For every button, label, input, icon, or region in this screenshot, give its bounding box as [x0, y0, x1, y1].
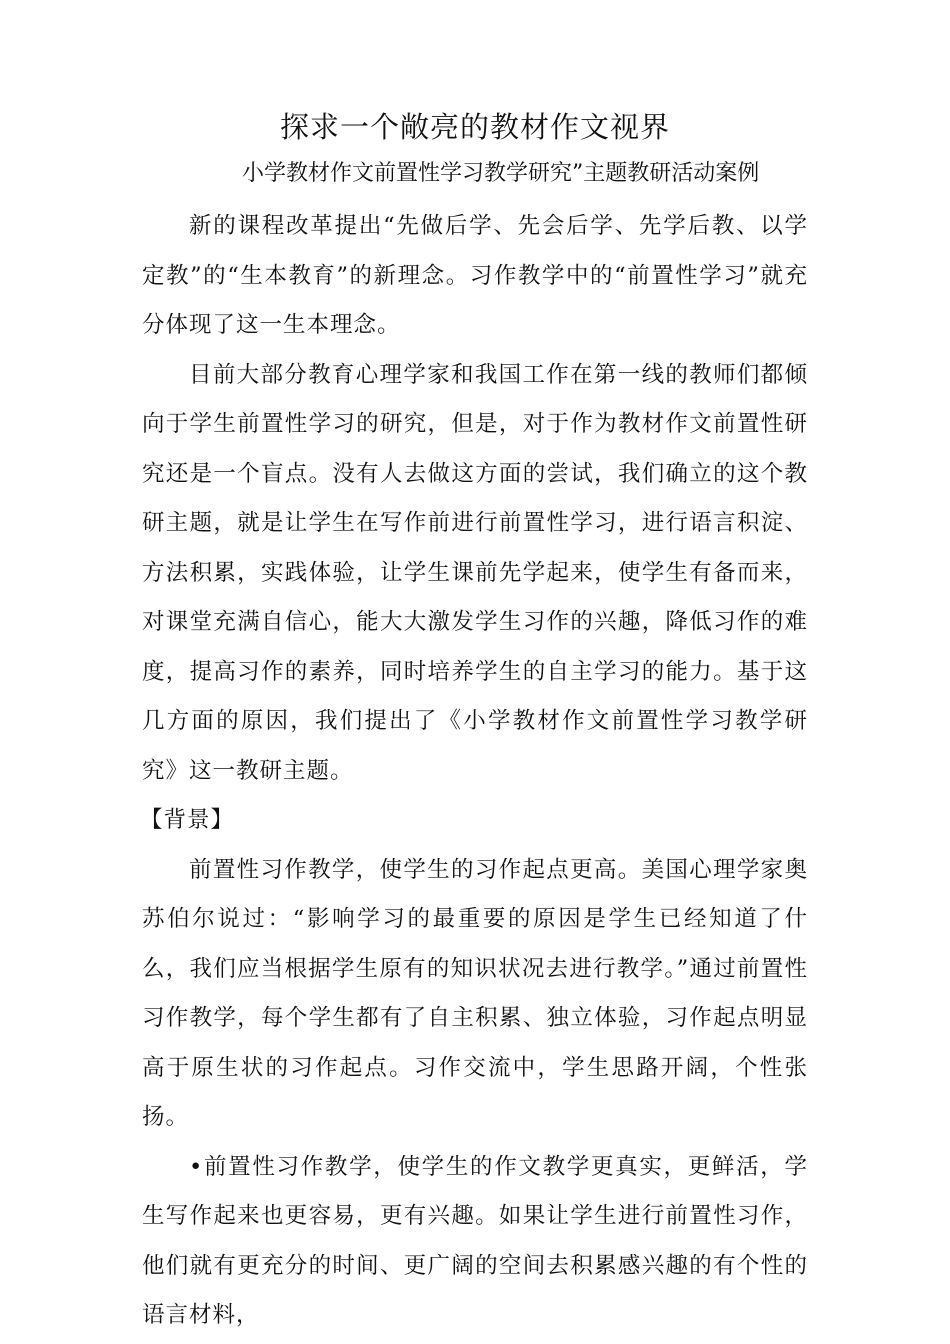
paragraph-background-2: •前置性习作教学，使学生的作文教学更真实，更鲜活，学生写作起来也更容易，更有兴趣。如果让学生进行前置性习作，他们就有更充分的时间、更广阔的空间去积累感兴趣的有个性的语言材料， [142, 1153, 808, 1328]
paragraph-background-1: 前置性习作教学，使学生的习作起点更高。美国心理学家奥苏伯尔说过：“影响学习的最重要的原因是学生已经知道了什么，我们应当根据学生原有的知识状况去进行教学。”通过前置性习作教学，每个学生都有了自主积累、独立体验，习作起点明显高于原生状的习作起点。习作交流中，学生思路开阔，个性张扬。 [142, 856, 808, 1130]
paragraph-research-topic: 目前大部分教育心理学家和我国工作在第一线的教师们都倾向于学生前置性学习的研究，但是，对于作为教材作文前置性研究还是一个盲点。没有人去做这方面的尝试，我们确立的这个教研主题，就是让学生在写作前进行前置性学习，进行语言积淀、方法积累，实践体验，让学生课前先学起来，使学生有备而来，对课堂充满自信心，能大大激发学生习作的兴趣，降低习作的难度，提高习作的素养，同时培养学生的自主学习的能力。基于这几方面的原因，我们提出了《小学教材作文前置性学习教学研究》这一教研主题。 [142, 361, 808, 784]
document-body [142, 202, 808, 1341]
document-title: 探求一个敞亮的教材作文视界 [279, 110, 670, 144]
paragraph-intro: 新的课程改革提出“先做后学、先会后学、先学后教、以学定教”的“生本教育”的新理念。习作教学中的“前置性学习”就充分体现了这一生本理念。 [142, 213, 808, 338]
section-heading-background: 【背景】 [140, 807, 235, 833]
document-subtitle: 小学教材作文前置性学习教学研究”主题教研活动案例 [242, 161, 760, 186]
